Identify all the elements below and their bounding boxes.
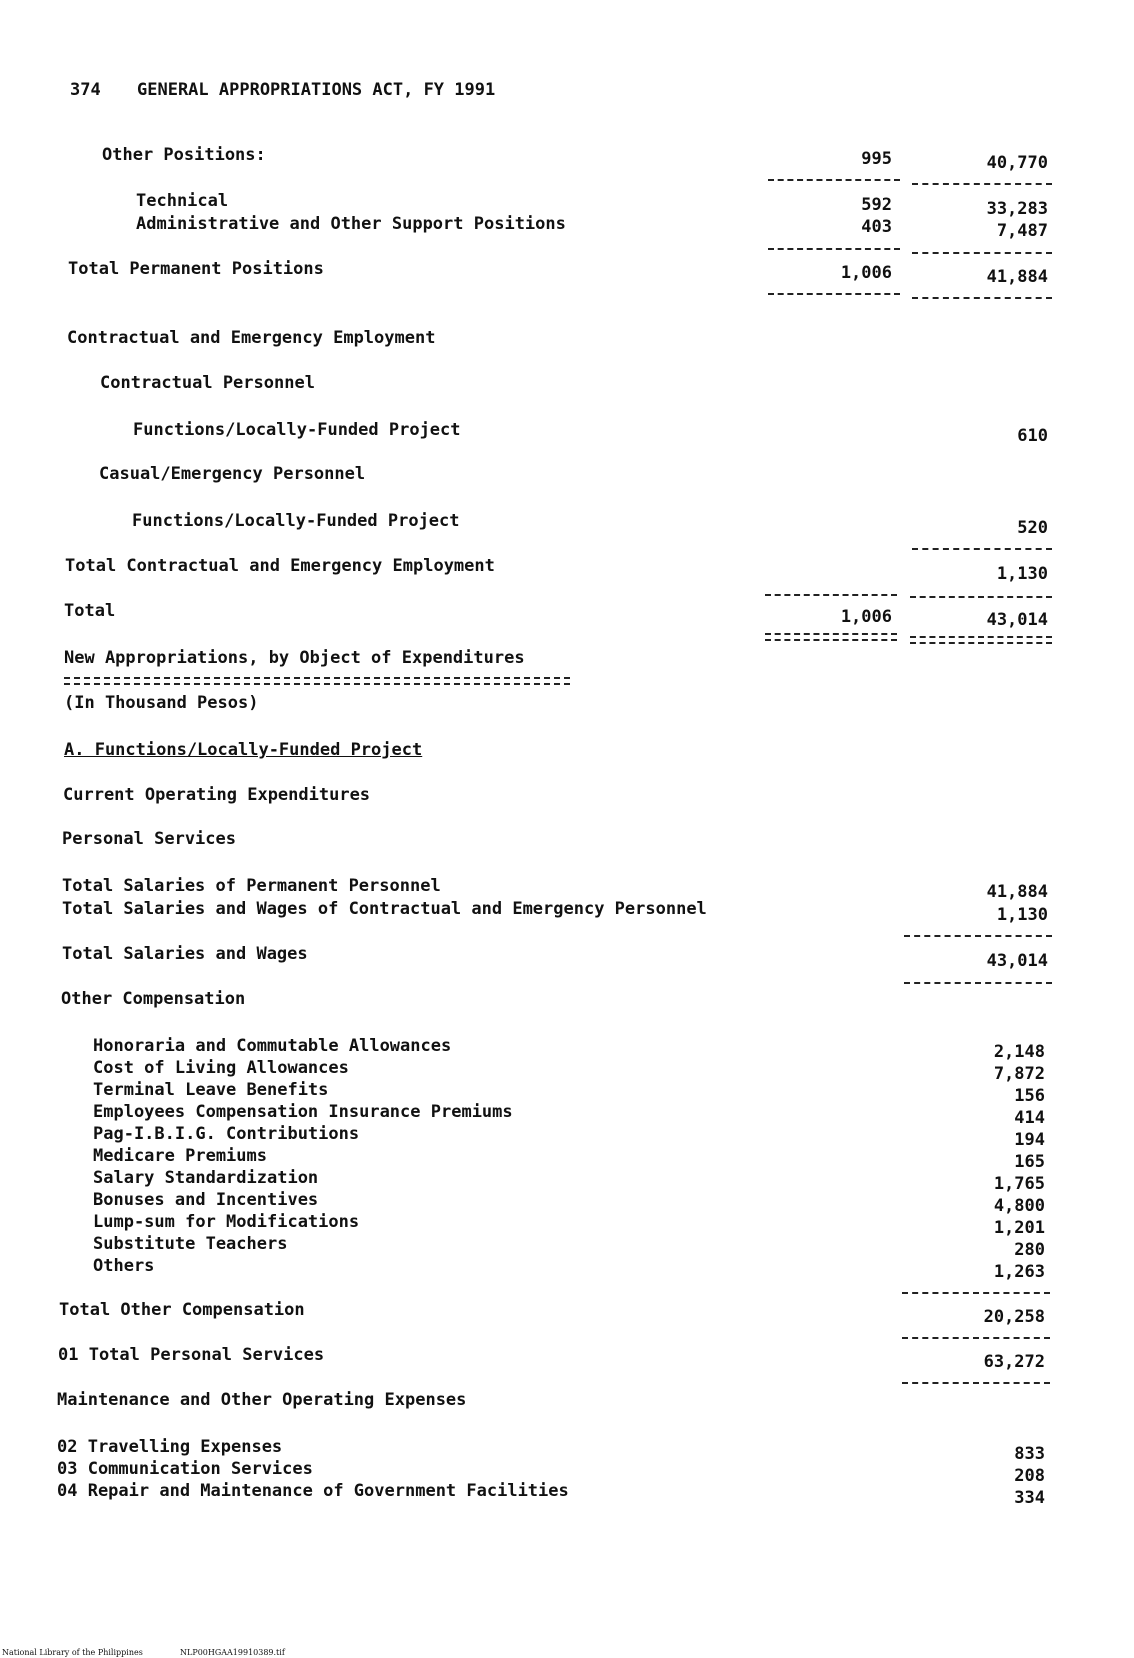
list-item-amount: 156	[1014, 1086, 1045, 1106]
total-personal-services-amount: 63,272	[983, 1352, 1045, 1372]
list-item: Pag-I.B.I.G. Contributions	[93, 1124, 360, 1144]
list-item: Terminal Leave Benefits	[93, 1080, 329, 1100]
casual-project-amount: 520	[1017, 518, 1048, 538]
admin-label: Administrative and Other Support Positions	[136, 214, 566, 234]
rule	[902, 1337, 1050, 1339]
rule	[768, 179, 900, 181]
mooe-heading: Maintenance and Other Operating Expenses	[57, 1390, 467, 1410]
list-item-amount: 165	[1014, 1152, 1045, 1172]
list-item: Cost of Living Allowances	[93, 1058, 349, 1078]
list-item: Substitute Teachers	[93, 1234, 288, 1254]
list-item-amount: 1,765	[993, 1174, 1045, 1194]
total-other-compensation-label: Total Other Compensation	[59, 1300, 305, 1320]
total-contractual-label: Total Contractual and Emergency Employment	[65, 556, 495, 576]
grand-total-amount: 43,014	[986, 610, 1048, 630]
rule	[768, 293, 900, 295]
list-item: 03 Communication Services	[57, 1459, 313, 1479]
admin-count: 403	[861, 217, 892, 237]
contractual-project-label: Functions/Locally-Funded Project	[133, 420, 461, 440]
list-item: Lump-sum for Modifications	[93, 1212, 360, 1232]
total-contractual-amount: 1,130	[996, 564, 1048, 584]
total-other-compensation-amount: 20,258	[983, 1307, 1045, 1327]
list-item: Bonuses and Incentives	[93, 1190, 319, 1210]
list-item: Employees Compensation Insurance Premiums	[93, 1102, 513, 1122]
double-rule	[910, 636, 1052, 644]
grand-total-label: Total	[64, 601, 116, 621]
personal-services-label: Personal Services	[62, 829, 236, 849]
list-item-amount: 194	[1014, 1130, 1045, 1150]
other-positions-label: Other Positions:	[102, 145, 266, 165]
current-opex-label: Current Operating Expenditures	[63, 785, 371, 805]
list-item: Others	[93, 1256, 155, 1276]
casual-personnel-label: Casual/Emergency Personnel	[99, 464, 366, 484]
footer-library: National Library of the Philippines	[2, 1648, 143, 1657]
rule	[768, 248, 900, 250]
total-permanent-label: Total Permanent Positions	[68, 259, 324, 279]
list-item-amount: 4,800	[993, 1196, 1045, 1216]
salaries-contractual-label: Total Salaries and Wages of Contractual and Emergency Personnel	[62, 899, 707, 919]
rule	[912, 252, 1052, 254]
rule	[912, 548, 1052, 550]
rule	[910, 596, 1052, 598]
list-item-amount: 7,872	[993, 1064, 1045, 1084]
list-item-amount: 280	[1014, 1240, 1045, 1260]
list-item: 02 Travelling Expenses	[57, 1437, 283, 1457]
footer-file-id: NLP00HGAA19910389.tif	[180, 1648, 285, 1657]
double-rule	[64, 677, 570, 685]
other-positions-count: 995	[861, 149, 892, 169]
technical-label: Technical	[136, 191, 229, 211]
page-number: 374	[70, 80, 101, 100]
total-salaries-amount: 43,014	[986, 951, 1048, 971]
other-compensation-label: Other Compensation	[61, 989, 246, 1009]
list-item-amount: 334	[1014, 1488, 1045, 1508]
casual-project-label: Functions/Locally-Funded Project	[132, 511, 460, 531]
admin-amount: 7,487	[996, 221, 1048, 241]
list-item-amount: 2,148	[993, 1042, 1045, 1062]
salaries-permanent-amount: 41,884	[986, 882, 1048, 902]
section-title: A. Functions/Locally-Funded Project	[64, 740, 423, 760]
total-salaries-label: Total Salaries and Wages	[62, 944, 308, 964]
contractual-project-amount: 610	[1017, 426, 1048, 446]
rule	[904, 982, 1052, 984]
appropriations-heading: New Appropriations, by Object of Expenditures	[64, 648, 525, 668]
total-personal-services-label: 01 Total Personal Services	[58, 1345, 325, 1365]
list-item-amount: 1,201	[993, 1218, 1045, 1238]
double-rule	[765, 633, 897, 641]
list-item-amount: 1,263	[993, 1262, 1045, 1282]
rule	[902, 1292, 1050, 1294]
list-item: Honoraria and Commutable Allowances	[93, 1036, 452, 1056]
rule	[902, 1382, 1050, 1384]
rule	[765, 594, 897, 596]
grand-total-count: 1,006	[840, 607, 892, 627]
list-item: Salary Standardization	[93, 1168, 319, 1188]
rule	[912, 183, 1052, 185]
total-permanent-amount: 41,884	[986, 267, 1048, 287]
other-positions-amount: 40,770	[986, 153, 1048, 173]
technical-count: 592	[861, 195, 892, 215]
salaries-contractual-amount: 1,130	[996, 905, 1048, 925]
list-item-amount: 208	[1014, 1466, 1045, 1486]
page-title: GENERAL APPROPRIATIONS ACT, FY 1991	[137, 80, 496, 100]
contractual-personnel-label: Contractual Personnel	[100, 373, 315, 393]
technical-amount: 33,283	[986, 199, 1048, 219]
list-item-amount: 414	[1014, 1108, 1045, 1128]
list-item-amount: 833	[1014, 1444, 1045, 1464]
unit-note: (In Thousand Pesos)	[64, 693, 259, 713]
contractual-heading: Contractual and Emergency Employment	[67, 328, 436, 348]
list-item: 04 Repair and Maintenance of Government Facilities	[57, 1481, 569, 1501]
rule	[904, 935, 1052, 937]
total-permanent-count: 1,006	[840, 263, 892, 283]
rule	[912, 297, 1052, 299]
list-item: Medicare Premiums	[93, 1146, 267, 1166]
salaries-permanent-label: Total Salaries of Permanent Personnel	[62, 876, 441, 896]
